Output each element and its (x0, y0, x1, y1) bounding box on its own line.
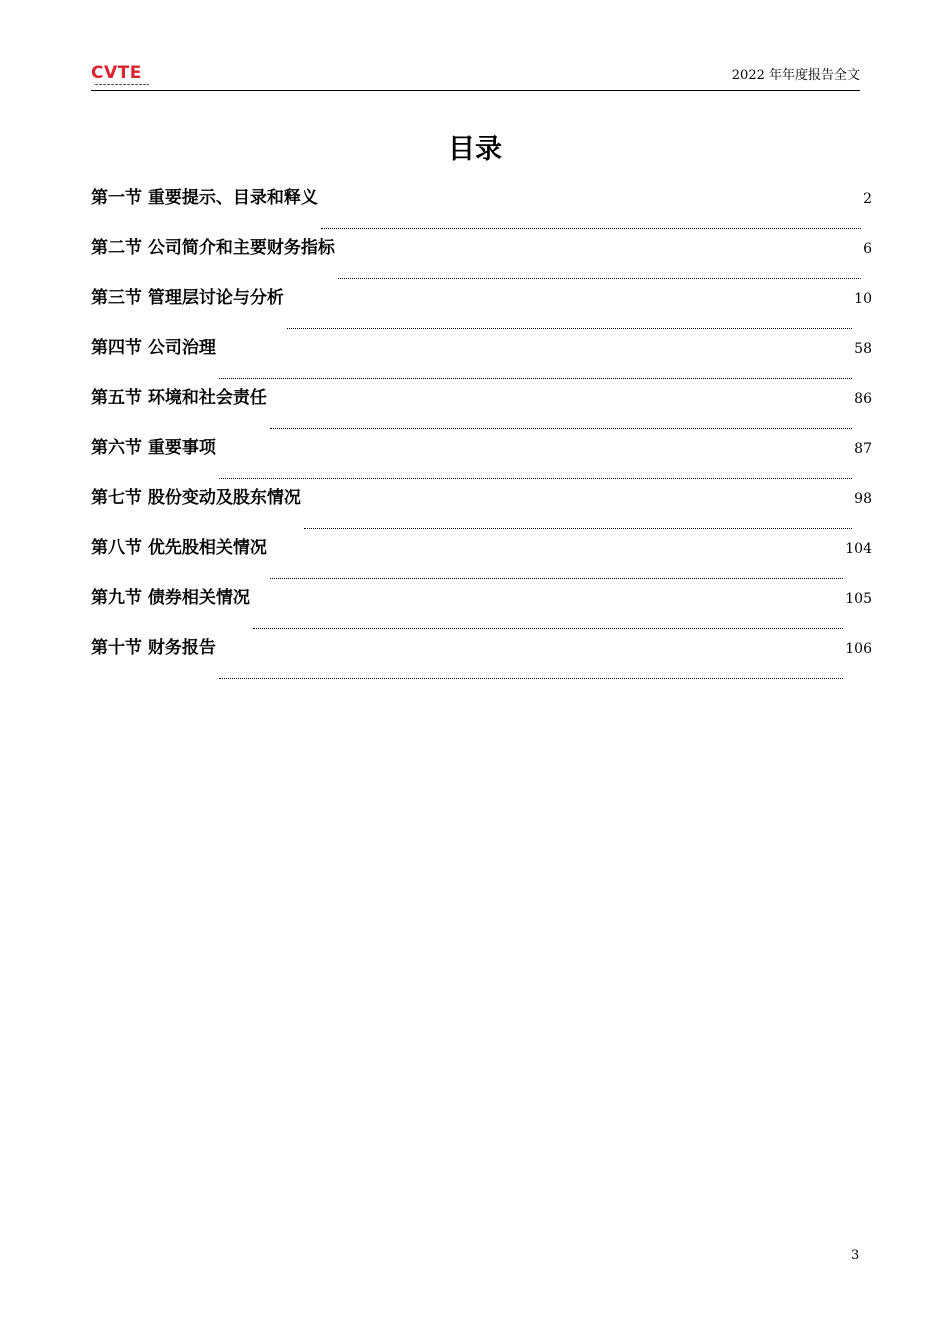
toc-dot-leader (304, 527, 852, 529)
toc-dot-leader (219, 477, 852, 479)
toc-entry[interactable] (91, 586, 872, 636)
toc-entry-label: 第六节 重要事项 (91, 438, 216, 458)
toc-dot-leader (253, 627, 843, 629)
toc-entry[interactable] (91, 186, 872, 236)
table-of-contents (91, 186, 872, 686)
cvte-logo (91, 64, 151, 90)
toc-entry-page: 2 (863, 191, 872, 207)
toc-entry-page: 86 (854, 391, 872, 407)
toc-entry-label: 第五节 环境和社会责任 (91, 388, 267, 408)
toc-entry-label: 第一节 重要提示、目录和释义 (91, 188, 318, 208)
toc-entry-page: 104 (845, 541, 872, 557)
page-title: 目录 (448, 134, 502, 165)
toc-entry-label: 第四节 公司治理 (91, 338, 216, 358)
toc-dot-leader (270, 577, 843, 579)
toc-entry[interactable] (91, 236, 872, 286)
toc-entry-page: 6 (863, 241, 872, 257)
toc-dot-leader (219, 377, 852, 379)
logo-tagline-graphic (95, 82, 149, 87)
toc-entry[interactable] (91, 386, 872, 436)
toc-dot-leader (321, 227, 861, 229)
toc-entry-label: 第十节 财务报告 (91, 638, 216, 658)
report-title: 2022 年年度报告全文 (731, 68, 860, 83)
toc-entry[interactable] (91, 336, 872, 386)
toc-entry[interactable] (91, 486, 872, 536)
toc-entry[interactable] (91, 536, 872, 586)
toc-dot-leader (270, 427, 852, 429)
toc-entry[interactable] (91, 286, 872, 336)
toc-entry[interactable] (91, 636, 872, 686)
toc-entry-page: 10 (854, 291, 872, 307)
page-header (91, 62, 860, 91)
toc-entry-page: 98 (854, 491, 872, 507)
toc-entry-page: 105 (845, 591, 872, 607)
toc-entry-label: 第七节 股份变动及股东情况 (91, 488, 301, 508)
toc-entry-label: 第九节 债券相关情况 (91, 588, 250, 608)
toc-dot-leader (219, 677, 843, 679)
toc-entry-label: 第八节 优先股相关情况 (91, 538, 267, 558)
toc-entry[interactable] (91, 436, 872, 486)
toc-entry-page: 58 (854, 341, 872, 357)
toc-entry-label: 第二节 公司简介和主要财务指标 (91, 238, 335, 258)
toc-dot-leader (287, 327, 852, 329)
toc-entry-page: 106 (845, 641, 872, 657)
page-number: 3 (851, 1248, 860, 1263)
toc-entry-label: 第三节 管理层讨论与分析 (91, 288, 284, 308)
toc-entry-page: 87 (854, 441, 872, 457)
logo-wordmark: CVTE (91, 63, 142, 83)
toc-dot-leader (338, 277, 861, 279)
